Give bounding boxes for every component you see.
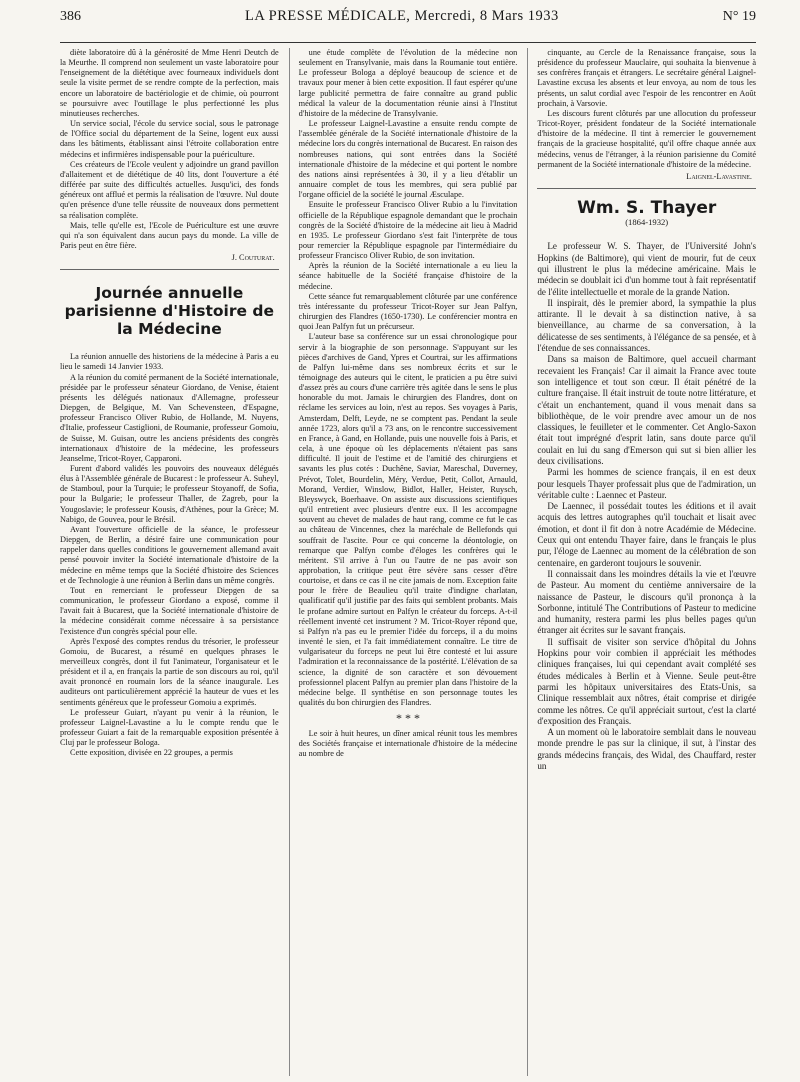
paragraph: Un service social, l'école du service social, sous le patronage de l'Office social du département de la Seine, logent eux aussi dans les bâtiments, établissant ainsi l'étroite collaboration entre médecins et infirmières indispensable pour la puériculture.: [60, 119, 279, 159]
paragraph: une étude complète de l'évolution de la médecine non seulement en Transylvanie, mais dans la Roumanie tout entière. Le professeur Bologa a déployé beaucoup de science et de travaux pour mener à bien cette exposition. Il faut espérer qu'une large publicité permettra de faire connaître au grand public médical la valeur de la documentation réunie ainsi à l'Institut d'histoire de la médecine de Transylvanie.: [298, 48, 518, 118]
paragraph: Il connaissait dans les moindres détails la vie et l'œuvre de Pasteur. Au moment du centième anniversaire de la naissance de Pasteur, le discours qu'il prononça à la Sorbonne, intitulé The Contributions of Pasteur to medicine and humanity, restera parmi les plus belles pages qu'un étranger ait écrites sur le savant français.: [537, 568, 757, 636]
signature: J. Couturat.: [231, 253, 275, 263]
journal-title: LA PRESSE MÉDICALE, Mercredi, 8 Mars 1933: [245, 8, 559, 24]
paragraph: Furent d'abord validés les pouvoirs des nouveaux délégués élus à l'Assemblée générale de Bucarest : le professeur A. Suheyl, de Stamboul, pour la Turquie; le professeur Stoyanoff, de Sofia, pour la Bulgarie; le professeur Thaller, de Zagreb, pour la Yougoslavie; le professeur Kousis, d'Athènes, pour la Grèce; M. Nabigo, de Gouvea, pour le Brésil.: [60, 464, 279, 524]
paragraph: Il inspirait, dès le premier abord, la sympathie la plus attirante. Il le devait à sa distinction native, à sa bienveillance, au charme de sa conversation, à la délicatesse de ses sentiments, à l'élégance de sa pensée, et à l'étendue de ses connaissances.: [537, 297, 757, 354]
paragraph: Cette exposition, divisée en 22 groupes, a permis: [70, 748, 233, 758]
paragraph: Le professeur W. S. Thayer, de l'Université John's Hopkins (de Baltimore), qui vient de mourir, fut de ceux qui illustrent le plus la médecine américaine. Mais le médecin se doublait ici d'un homme tout à fait représentatif de l'élite intellectuelle et morale de la grande Nation.: [537, 241, 757, 297]
asterism: * * *: [396, 711, 420, 726]
column-1: [60, 48, 279, 1076]
paragraph: A la réunion du comité permanent de la Société internationale, présidée par le professeur sénateur Giordano, de Venise, étaient présents les délégués nationaux d'Allemagne, professeur Diepgen, de Belgique, M. Van Schevensteen, d'Espagne, professeur Francisco Oliver Rubio, de Hollande, M. Nuyens, d'Italie, professeur Castiglioni, de Roumanie, professeur Gomoiu, de Suisse, M. Guisan, outre les anciens présidents des congrès internationaux d'histoire de la médecine, les professeurs Jeanselme, Tricot-Royer, Capparoni.: [60, 372, 279, 463]
paragraph: Le professeur Guiart, n'ayant pu venir à la réunion, le professeur Laignel-Lavastine a lu le compte rendu que le professeur Guiart a fait de la remarquable exposition présentée à Cluj par le professeur Bologa.: [60, 707, 279, 748]
paragraph: Avant l'ouverture officielle de la séance, le professeur Diepgen, de Berlin, a désiré faire une communication pour rappeler dans quelles conditions le gouvernement allemand avait pensé pouvoir inviter la Société internationale d'histoire de la médecine en même temps que la Société d'histoire des Sciences et de Technologie à une réunion à Berlin dans un même congrès.: [60, 524, 279, 585]
obituary-dates: (1864-1932): [625, 217, 669, 228]
paragraph: Mais, telle qu'elle est, l'Ecole de Puériculture est une œuvre qui n'a son équivalent dans aucun pays du monde. La ville de Paris peut en être fière.: [60, 220, 279, 250]
paragraph: Il suffisait de visiter son service d'hôpital du Johns Hopkins pour voir combien il appréciait les méthodes cliniques françaises, lui qui cependant avait complété ses études médicales à Berlin et à Vienne. Seule peut-être parmi les hôpitaux universitaires des Etats-Unis, sa Clinique ressemblait aux nôtres, était comprise et dirigée comme les nôtres. Ce qu'il appréciait surtout, c'est la clarté d'exposition des Français.: [537, 636, 757, 726]
paragraph: cinquante, au Cercle de la Renaissance française, sous la présidence du professeur Mauclaire, qui souhaita la bienvenue à ses confrères français et étrangers. Le secrétaire général Laignel-Lavastine excusa les absents et leur envoya, au nom de tous les présents, un salut cordial avec l'espoir de les rencontrer en Août prochain, à Varsovie.: [537, 48, 757, 108]
paragraph: Ensuite le professeur Francisco Oliver Rubio a lu l'invitation officielle de la République espagnole demandant que le prochain congrès de la Société d'histoire de la médecine ait lieu à Madrid en 1935. Le professeur Giordano s'est fait l'interprète de tous pour remercier la République espagnole par l'intermédiaire du professeur Francisco Oliver Rubio, de son invitation.: [298, 200, 518, 261]
paragraph: Tout en remerciant le professeur Diepgen de sa communication, le professeur Giordano a exposé, comme il l'avait fait à Bucarest, que la Société internationale d'histoire de la médecine considérait comme nécessaire à sa persistance l'existence d'un congrès spécial pour elle.: [60, 585, 279, 636]
paragraph: De Laennec, il possédait toutes les éditions et il avait acquis des lettres autographes qu'il touchait et lisait avec émotion, et dont il fit don à notre Académie de Médecine. Ceux qui ont entendu Thayer faire, dans le français le plus pur, l'éloge de Laennec au moment de la célébration de son centenaire, en garderont toujours le souvenir.: [537, 501, 757, 568]
paragraph: Cette séance fut remarquablement clôturée par une conférence très intéressante du professeur Tricot-Royer sur Jean Palfyn, chirurgien des Flandres (1650-1730). Le conférencier montra en quoi Jean Palfyn fut un précurseur.: [298, 291, 518, 332]
paragraph: Ces créateurs de l'Ecole veulent y adjoindre un grand pavillon d'allaitement et de diététique de 40 lits, dont l'ouverture a été différée par suite des difficultés actuelles. Jusqu'ici, des fonds généreux ont afflué et permis la réalisation de l'œuvre. Nul doute qu'en présence d'une telle réussite de nouveaux dons permettent sa réalisation complète.: [60, 159, 279, 220]
paragraph: La réunion annuelle des historiens de la médecine à Paris a eu lieu le samedi 14 Janvier 1933.: [60, 352, 279, 372]
page-number: 386: [60, 9, 81, 24]
issue-number: N° 19: [722, 9, 756, 24]
article-title: Journée annuelle parisienne d'Histoire de la Médecine: [64, 284, 275, 339]
divider: [537, 188, 756, 189]
obituary-title: Wm. S. Thayer: [577, 198, 717, 219]
paragraph: Après la réunion de la Société internationale a eu lieu la séance habituelle de la Société française d'histoire de la médecine.: [298, 261, 518, 291]
column-2: [289, 48, 518, 1076]
signature: Laignel-Lavastine.: [686, 171, 753, 181]
paragraph: Le professeur Laignel-Lavastine a ensuite rendu compte de l'assemblée générale de la Société internationale d'histoire de la médecine lors du congrès international de Bucarest. En raison des nombreuses nations, qui sont entrées dans la Société internationale d'histoire de la médecine et qui portent le nombre des nations ainsi représentées à 30, il y a lieu d'établir un annuaire complet de tous les membres, qui sera publié par l'organe officiel de la société le journal Æsculape.: [298, 119, 518, 200]
paragraph: Le soir à huit heures, un dîner amical réunit tous les membres des Sociétés française et internationale d'histoire de la médecine au nombre de: [298, 729, 518, 759]
paragraph: A un moment où le laboratoire semblait dans le nouveau monde prendre le pas sur la clinique, il sut, à l'instar des grands médecins français, des Widal, des Chauffard, rester un: [537, 727, 757, 771]
paragraph: Dans sa maison de Baltimore, quel accueil charmant recevaient les Français! Car il aimait la France avec toute son intelligence et tout son cœur. Il était pénétré de la culture française. Il était instruit de toute notre littérature, et c'était un enchantement, quand il vous menait dans sa bibliothèque, de le voir prendre avec amour un de nos classiques, le feuilleter et le commenter. Cet Anglo-Saxon était tout imprégné d'esprit latin, sans doute parce qu'il coulait en lui du sang d'Emerson qui sut si bien allier les deux civilisations.: [537, 354, 757, 466]
paragraph: Les discours furent clôturés par une allocution du professeur Tricot-Royer, président fondateur de la Société internationale d'histoire de la médecine. Il tint à remercier le gouvernement français de la gracieuse hospitalité, qu'il offre chaque année aux médecins, venus de l'étranger, à la réunion parisienne du Comité permanent de la Société internationale d'histoire de la médecine.: [537, 108, 757, 169]
obituary-body: [537, 241, 756, 772]
page-header: [60, 8, 756, 43]
divider: [60, 269, 279, 270]
paragraph: Parmi les hommes de science français, il en est deux pour lesquels Thayer professait plus que de l'admiration, un véritable culte : Laennec et Pasteur.: [537, 467, 757, 500]
paragraph: Après l'exposé des comptes rendus du trésorier, le professeur Gomoiu, de Bucarest, a résumé en quelques phrases le merveilleux congrès, dont il fut l'animateur, l'organisateur et le président et il a, en français la partie de son discours au roi, qu'il avait prononcé en roumain lors de la séance inaugurale. Les auditeurs ont particulièrement apprécié la hauteur de vues et les sentiments généreux que le professeur Gomoiu a exprimés.: [60, 636, 279, 707]
column-3: [527, 48, 756, 1076]
page-columns: [60, 48, 756, 1076]
paragraph: diète laboratoire dû à la générosité de Mme Henri Deutch de la Meurthe. Il comprend non seulement un vaste laboratoire pour l'enseignement de la diététique avec fourneaux individuels dont seule la visite permet de se rendre compte de la perfection, mais encore un laboratoire de bactériologie et de chimie, où pourront se poursuivre avec l'outillage le plus perfectionné les plus minutieuses recherches.: [60, 48, 279, 118]
paragraph: L'auteur base sa conférence sur un essai chronologique pour servir à la biographie de son personnage. S'appuyant sur les pièces d'archives de Gand, Ypres et Courtrai, sur les affirmations de Palfyn lui-même dans ses nombreux écrits et sur le témoignage des auteurs qui le citent, le praticien a pu être suivi d'assez près au cours d'une carrière très agitée dans le sens le plus honorable du mot. Jamais le chirurgien des Flandres, dont on réclame les services au loin, n'est au repos. Ses voyages à Paris, Amsterdam, Delft, Leyde, ne se comptent pas. Pendant la seule année 1723, alors qu'il a 73 ans, on le rencontre successivement en France, à Gand, en Hollande, puis une nouvelle fois à Paris, et cela, à une époque où les déplacements n'étaient pas sans difficulté. Il jouit de l'estime et de l'amitié des chirurgiens et savants les plus cotés : Duchêne, Saviar, Mareschal, Duverney, Prévot, Tolet, Bourdelin, Méry, Verdue, Petit, Collot, Arnauld, Morand, Verdier, Winslow, Bidlot, Haller, Heister, Ruysch, Bleyswyck, Boerhaave. On assiste aux discussions scientifiques qu'il entretient avec plusieurs d'entre eux. Il les accompagne souvent au chevet de malades de haut rang, comme ce fut le cas au château de Vincennes, chez la maréchale de Bellefonds qui souffrait de l'ascite. Pour ce qui concerne la déontologie, on remarque que Palfyn combe d'éloges les confrères qui le méritent. S'il arrive à l'un ou l'autre de ne pas avoir son approbation, la critique peut être sévère sans cesser d'être courtoise, et dans ce cas il ne cite jamais de nom. Exception faite pour le frère de Beaulieu qu'il traite d'indigne charlatan, qualificatif qu'il justifie par des faits qui semblent probants. Mais le profane admire surtout en Palfyn le créateur du forceps. A-t-il réellement inventé cet instrument ? M. Tricot-Royer répond que, si Palfyn n'a pas eu le premier l'idée du forceps, il a du moins inventé le sien, et l'a fait immédiatement connaître. Le titre de vulgarisateur du forceps ne peut lui être contesté et lui assure l'admiration et la reconnaissance de la postérité. L'élévation de sa science, la dignité de son caractère et son dévouement professionnel placent Palfyn au premier plan dans l'histoire de la médecine belge. Il synthétise en son personnage toutes les qualités du bon chirurgien des Flandres.: [298, 332, 518, 707]
